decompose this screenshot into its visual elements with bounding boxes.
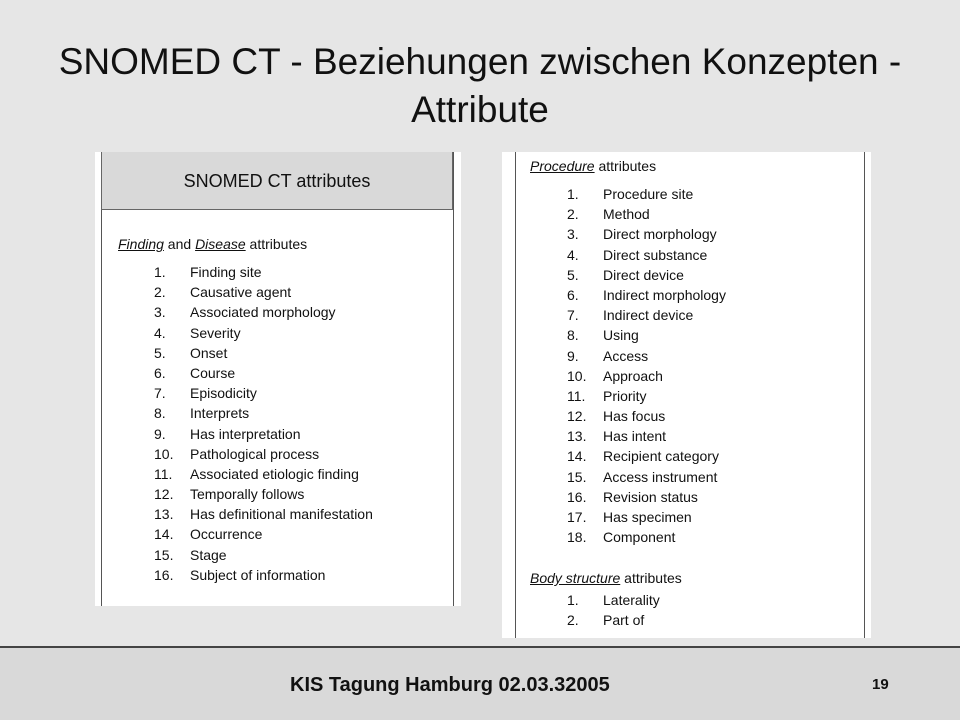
list-item-label: Causative agent [190, 284, 292, 301]
list-item-number: 5. [567, 266, 579, 283]
list-item-label: Onset [190, 344, 228, 361]
list-item-label: Access [603, 347, 649, 364]
list-item-number: 4. [567, 246, 579, 263]
list-item-label: Has intent [603, 428, 667, 445]
list-item-number: 17. [567, 509, 587, 525]
list-item-label: Indirect morphology [603, 286, 726, 303]
list-item-number: 13. [154, 506, 174, 523]
list-item-label: Subject of information [190, 566, 326, 583]
list-item-number: 18. [567, 529, 587, 546]
list-item-number: 12. [154, 486, 174, 503]
finding-disease-attributes-panel [95, 152, 461, 606]
section-heading-and: and [163, 236, 196, 252]
list-item-number: 2. [567, 206, 579, 223]
body-structure-section-heading [530, 570, 682, 586]
list-item-number: 9. [154, 425, 166, 442]
list-item-number: 2. [567, 612, 579, 629]
procedure-heading-suffix: attributes [594, 158, 657, 174]
body-structure-heading-suffix: attributes [620, 570, 682, 586]
list-item-number: 11. [154, 465, 173, 482]
list-item-label: Priority [603, 387, 647, 404]
list-item-label: Direct substance [603, 246, 708, 263]
slide-title [0, 38, 960, 134]
list-item-number: 1. [154, 264, 166, 280]
list-item-number: 6. [154, 364, 166, 381]
list-item-number: 8. [567, 327, 579, 344]
list-item-label: Has focus [603, 408, 666, 425]
list-item-label: Finding site [190, 264, 262, 280]
list-item-number: 15. [567, 468, 587, 485]
list-item-label: Laterality [603, 592, 660, 608]
list-item-label: Pathological process [190, 445, 320, 462]
list-item-label: Associated etiologic finding [190, 465, 359, 482]
list-item-label: Temporally follows [190, 486, 305, 503]
list-item-label: Approach [603, 367, 663, 384]
disease-link-text: Disease [195, 236, 246, 252]
list-item-label: Method [603, 206, 650, 223]
footer-text: KIS Tagung Hamburg 02.03.32005 [290, 674, 610, 696]
list-item-label: Indirect device [603, 307, 694, 324]
list-item-number: 16. [154, 566, 174, 583]
list-item-number: 12. [567, 408, 587, 425]
list-item-number: 3. [154, 304, 166, 321]
list-item-number: 16. [567, 488, 587, 505]
slide-title-text: SNOMED CT - Beziehungen zwischen Konzepten - Attribute [58, 41, 902, 130]
list-item-label: Stage [190, 546, 227, 563]
list-item-number: 10. [154, 445, 174, 462]
list-item-number: 1. [567, 592, 579, 608]
list-item-label: Component [603, 529, 676, 546]
procedure-link-text: Procedure [530, 158, 595, 174]
list-item-label: Using [603, 327, 639, 344]
snomed-attributes-header: SNOMED CT attributes [101, 152, 453, 210]
list-item-label: Occurrence [190, 526, 263, 543]
list-item-label: Access instrument [603, 468, 718, 485]
list-item-label: Procedure site [603, 186, 694, 202]
list-item-number: 5. [154, 344, 166, 361]
list-item-number: 8. [154, 405, 166, 422]
page-number: 19 [872, 676, 889, 693]
list-item-label: Associated morphology [190, 304, 336, 321]
list-item-label: Has definitional manifestation [190, 506, 373, 523]
section-heading-suffix: attributes [245, 236, 308, 252]
left-panel-border-left [101, 152, 102, 606]
list-item-number: 11. [567, 387, 586, 404]
list-item-label: Interprets [190, 405, 250, 422]
list-item-number: 4. [154, 324, 166, 341]
right-panel-border-left [515, 152, 516, 638]
list-item-number: 14. [154, 526, 174, 543]
list-item-number: 2. [154, 284, 166, 301]
list-item-number: 7. [567, 307, 579, 324]
finding-disease-section-heading [118, 236, 307, 252]
list-item-number: 13. [567, 428, 587, 445]
list-item-label: Part of [603, 612, 645, 629]
list-item-label: Revision status [603, 488, 698, 505]
list-item-number: 10. [567, 367, 587, 384]
list-item-label: Recipient category [603, 448, 719, 465]
list-item-number: 6. [567, 286, 579, 303]
list-item-number: 9. [567, 347, 579, 364]
list-item-number: 15. [154, 546, 174, 563]
list-item-number: 1. [567, 186, 579, 202]
list-item-label: Has interpretation [190, 425, 301, 442]
list-item-label: Direct morphology [603, 226, 717, 243]
list-item-number: 3. [567, 226, 579, 243]
list-item-number: 14. [567, 448, 587, 465]
list-item-label: Has specimen [603, 509, 692, 525]
list-item-label: Course [190, 364, 236, 381]
finding-link-text: Finding [118, 236, 164, 252]
left-panel-border-right [453, 152, 454, 606]
procedure-section-heading [530, 158, 656, 174]
list-item-number: 7. [154, 385, 166, 402]
list-item-label: Direct device [603, 266, 684, 283]
body-structure-link-text: Body structure [530, 570, 621, 586]
list-item-label: Severity [190, 324, 241, 341]
list-item-label: Episodicity [190, 385, 257, 402]
procedure-attributes-panel [502, 152, 871, 638]
right-panel-border-right [864, 152, 865, 638]
